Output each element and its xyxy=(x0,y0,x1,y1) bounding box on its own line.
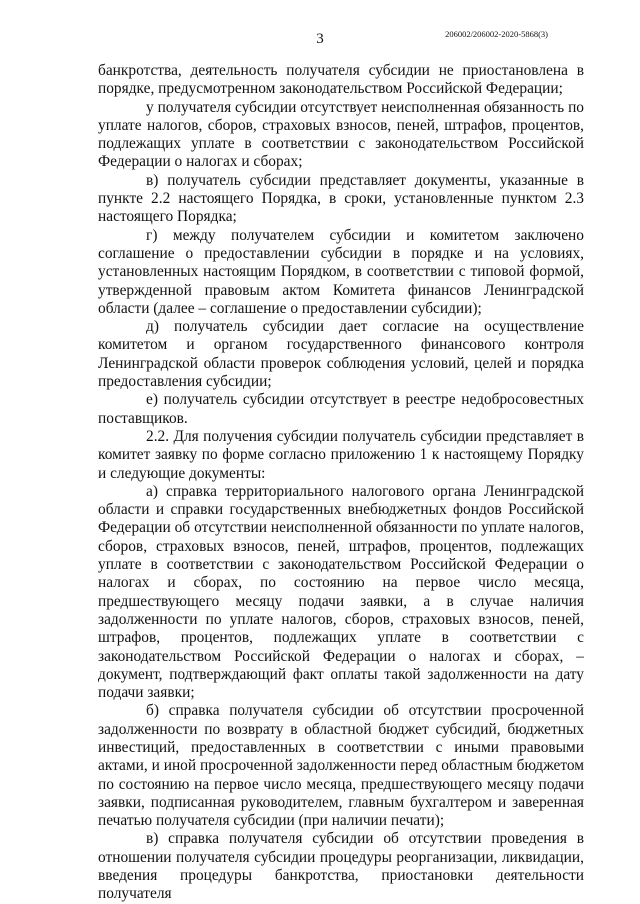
paragraph-doc-item-a: а) справка территориального налогового органа Ленинградской области и справки государственных внебюджетных фондов Российской Федерации об отсутствии неисполненной обязанности по уплате налогов, сборов, страховых взносов, пеней, штрафов, процентов, подлежащих уплате в соответствии с законодательством Российской Федерации о налогах и сборах, по состоянию на первое число месяца, предшествующего месяцу подачи заявки, а в случае наличия задолженности по уплате налогов, сборов, страховых взносов, пеней, штрафов, процентов, подлежащих уплате в соответствии с законодательством Российской Федерации о налогах и сборах, – документ, подтверждающий факт оплаты такой задолженности на дату подачи заявки; xyxy=(98,482,584,702)
document-registration-code: 206002/206002-2020-5868(3) xyxy=(445,29,548,39)
paragraph-item-d: д) получатель субсидии дает согласие на осуществление комитетом и органом государственного финансового контроля Ленинградской области проверок соблюдения условий, целей и порядка предоставления субсидии; xyxy=(98,318,584,391)
paragraph-item-e: е) получатель субсидии отсутствует в реестре недобросовестных поставщиков. xyxy=(98,391,584,427)
paragraph-section-2-2: 2.2. Для получения субсидии получатель субсидии представляет в комитет заявку по форме согласно приложению 1 к настоящему Порядку и следующие документы: xyxy=(98,427,584,482)
paragraph-item-g: г) между получателем субсидии и комитетом заключено соглашение о предоставлении субсидии в порядке и на условиях, установленных настоящим Порядком, в соответствии с типовой формой, утвержденной правовым актом Комитета финансов Ленинградской области (далее – соглашение о предоставлении субсидии); xyxy=(98,226,584,317)
paragraph-no-tax-debt: у получателя субсидии отсутствует неисполненная обязанность по уплате налогов, сборов, страховых взносов, пеней, штрафов, процентов, подлежащих уплате в соответствии с законодательством Российской Федерации о налогах и сборах; xyxy=(98,98,584,171)
paragraph-item-v: в) получатель субсидии представляет документы, указанные в пункте 2.2 настоящего Порядка, в сроки, установленные пунктом 2.3 настоящего Порядка; xyxy=(98,171,584,226)
page-number: 3 xyxy=(316,31,324,47)
paragraph-doc-item-v: в) справка получателя субсидии об отсутствии проведения в отношении получателя субсидии процедуры реорганизации, ликвидации, введения процедуры банкротства, приостановки деятельности получателя xyxy=(98,830,584,903)
paragraph-bankruptcy-continuation: банкротства, деятельность получателя субсидии не приостановлена в порядке, предусмотренном законодательством Российской Федерации; xyxy=(98,62,584,98)
document-body xyxy=(98,62,584,904)
paragraph-doc-item-b: б) справка получателя субсидии об отсутствии просроченной задолженности по возврату в областной бюджет субсидий, бюджетных инвестиций, предоставленных в соответствии с иными правовыми актами, и иной просроченной задолженности перед областным бюджетом по состоянию на первое число месяца, предшествующего месяцу подачи заявки, подписанная руководителем, главным бухгалтером и заверенная печатью получателя субсидии (при наличии печати); xyxy=(98,702,584,830)
